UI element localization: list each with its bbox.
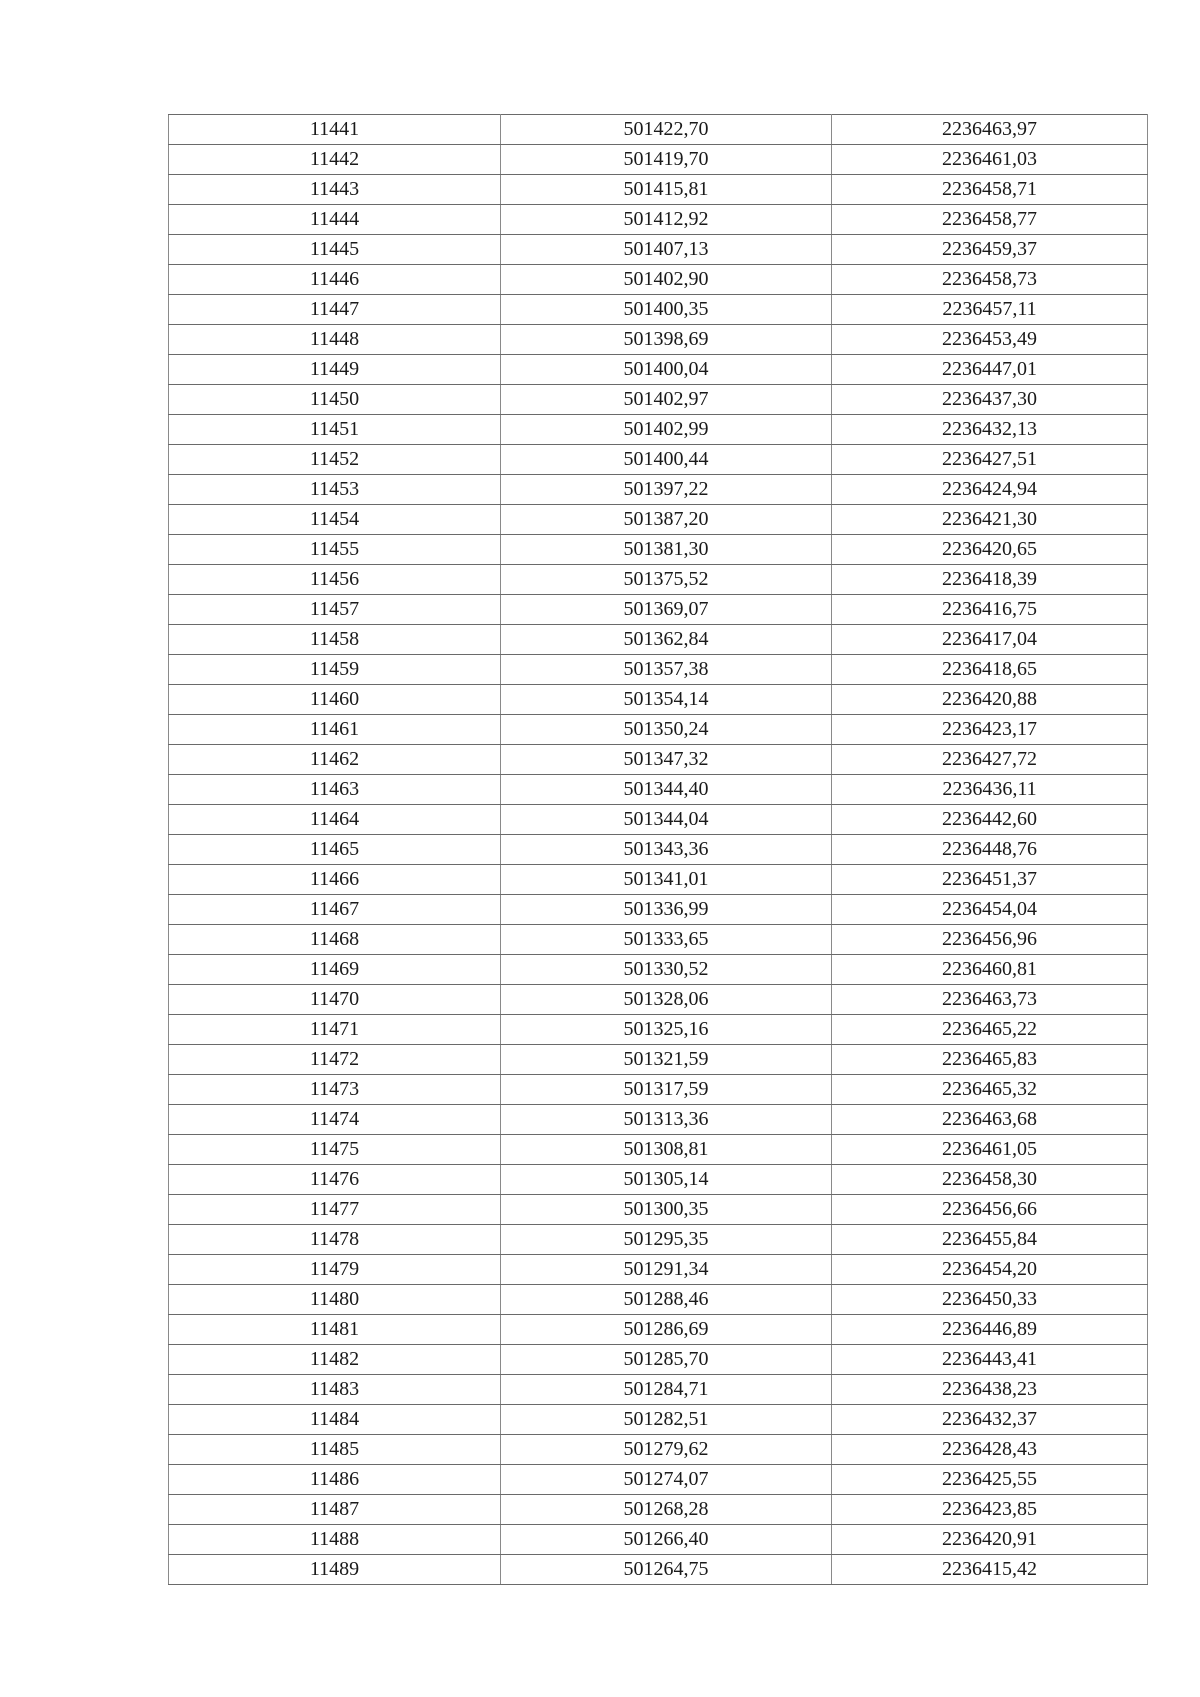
y-coordinate-cell: 2236420,88 <box>832 685 1148 715</box>
y-coordinate-cell: 2236456,96 <box>832 925 1148 955</box>
x-coordinate-cell: 501264,75 <box>501 1555 832 1585</box>
y-coordinate-cell: 2236415,42 <box>832 1555 1148 1585</box>
point-number-cell: 11461 <box>169 715 501 745</box>
point-number-cell: 11484 <box>169 1405 501 1435</box>
y-coordinate-cell: 2236418,39 <box>832 565 1148 595</box>
point-number-cell: 11464 <box>169 805 501 835</box>
table-row <box>169 145 1148 175</box>
table-row <box>169 685 1148 715</box>
point-number-cell: 11486 <box>169 1465 501 1495</box>
table-row <box>169 865 1148 895</box>
point-number-cell: 11467 <box>169 895 501 925</box>
table-row <box>169 475 1148 505</box>
table-row <box>169 925 1148 955</box>
x-coordinate-cell: 501400,44 <box>501 445 832 475</box>
point-number-cell: 11448 <box>169 325 501 355</box>
x-coordinate-cell: 501354,14 <box>501 685 832 715</box>
table-row <box>169 565 1148 595</box>
point-number-cell: 11487 <box>169 1495 501 1525</box>
y-coordinate-cell: 2236427,51 <box>832 445 1148 475</box>
x-coordinate-cell: 501402,90 <box>501 265 832 295</box>
table-row <box>169 205 1148 235</box>
y-coordinate-cell: 2236447,01 <box>832 355 1148 385</box>
table-row <box>169 355 1148 385</box>
y-coordinate-cell: 2236465,83 <box>832 1045 1148 1075</box>
point-number-cell: 11451 <box>169 415 501 445</box>
point-number-cell: 11485 <box>169 1435 501 1465</box>
point-number-cell: 11488 <box>169 1525 501 1555</box>
y-coordinate-cell: 2236448,76 <box>832 835 1148 865</box>
y-coordinate-cell: 2236463,73 <box>832 985 1148 1015</box>
y-coordinate-cell: 2236460,81 <box>832 955 1148 985</box>
point-number-cell: 11459 <box>169 655 501 685</box>
point-number-cell: 11443 <box>169 175 501 205</box>
point-number-cell: 11458 <box>169 625 501 655</box>
y-coordinate-cell: 2236465,32 <box>832 1075 1148 1105</box>
point-number-cell: 11455 <box>169 535 501 565</box>
x-coordinate-cell: 501321,59 <box>501 1045 832 1075</box>
x-coordinate-cell: 501266,40 <box>501 1525 832 1555</box>
y-coordinate-cell: 2236458,73 <box>832 265 1148 295</box>
table-row <box>169 985 1148 1015</box>
x-coordinate-cell: 501387,20 <box>501 505 832 535</box>
point-number-cell: 11479 <box>169 1255 501 1285</box>
point-number-cell: 11468 <box>169 925 501 955</box>
y-coordinate-cell: 2236417,04 <box>832 625 1148 655</box>
x-coordinate-cell: 501398,69 <box>501 325 832 355</box>
x-coordinate-cell: 501285,70 <box>501 1345 832 1375</box>
y-coordinate-cell: 2236446,89 <box>832 1315 1148 1345</box>
y-coordinate-cell: 2236455,84 <box>832 1225 1148 1255</box>
table-row <box>169 505 1148 535</box>
point-number-cell: 11482 <box>169 1345 501 1375</box>
x-coordinate-cell: 501284,71 <box>501 1375 832 1405</box>
x-coordinate-cell: 501375,52 <box>501 565 832 595</box>
point-number-cell: 11442 <box>169 145 501 175</box>
x-coordinate-cell: 501286,69 <box>501 1315 832 1345</box>
x-coordinate-cell: 501333,65 <box>501 925 832 955</box>
point-number-cell: 11441 <box>169 115 501 145</box>
table-row <box>169 1465 1148 1495</box>
x-coordinate-cell: 501300,35 <box>501 1195 832 1225</box>
point-number-cell: 11478 <box>169 1225 501 1255</box>
point-number-cell: 11463 <box>169 775 501 805</box>
x-coordinate-cell: 501350,24 <box>501 715 832 745</box>
table-row <box>169 175 1148 205</box>
y-coordinate-cell: 2236463,68 <box>832 1105 1148 1135</box>
x-coordinate-cell: 501325,16 <box>501 1015 832 1045</box>
y-coordinate-cell: 2236427,72 <box>832 745 1148 775</box>
x-coordinate-cell: 501313,36 <box>501 1105 832 1135</box>
x-coordinate-cell: 501402,99 <box>501 415 832 445</box>
y-coordinate-cell: 2236451,37 <box>832 865 1148 895</box>
table-row <box>169 1015 1148 1045</box>
table-row <box>169 1075 1148 1105</box>
x-coordinate-cell: 501336,99 <box>501 895 832 925</box>
y-coordinate-cell: 2236442,60 <box>832 805 1148 835</box>
table-row <box>169 1315 1148 1345</box>
x-coordinate-cell: 501343,36 <box>501 835 832 865</box>
table-row <box>169 115 1148 145</box>
y-coordinate-cell: 2236428,43 <box>832 1435 1148 1465</box>
y-coordinate-cell: 2236461,03 <box>832 145 1148 175</box>
point-number-cell: 11456 <box>169 565 501 595</box>
x-coordinate-cell: 501412,92 <box>501 205 832 235</box>
x-coordinate-cell: 501362,84 <box>501 625 832 655</box>
x-coordinate-cell: 501357,38 <box>501 655 832 685</box>
table-row <box>169 1285 1148 1315</box>
y-coordinate-cell: 2236418,65 <box>832 655 1148 685</box>
x-coordinate-cell: 501288,46 <box>501 1285 832 1315</box>
y-coordinate-cell: 2236461,05 <box>832 1135 1148 1165</box>
table-row <box>169 955 1148 985</box>
x-coordinate-cell: 501415,81 <box>501 175 832 205</box>
coordinates-table-body <box>169 115 1148 1585</box>
table-row <box>169 1105 1148 1135</box>
x-coordinate-cell: 501305,14 <box>501 1165 832 1195</box>
y-coordinate-cell: 2236458,77 <box>832 205 1148 235</box>
table-row <box>169 1045 1148 1075</box>
point-number-cell: 11447 <box>169 295 501 325</box>
point-number-cell: 11471 <box>169 1015 501 1045</box>
table-row <box>169 1255 1148 1285</box>
table-row <box>169 595 1148 625</box>
x-coordinate-cell: 501291,34 <box>501 1255 832 1285</box>
table-row <box>169 655 1148 685</box>
y-coordinate-cell: 2236454,20 <box>832 1255 1148 1285</box>
x-coordinate-cell: 501400,04 <box>501 355 832 385</box>
x-coordinate-cell: 501330,52 <box>501 955 832 985</box>
x-coordinate-cell: 501347,32 <box>501 745 832 775</box>
x-coordinate-cell: 501369,07 <box>501 595 832 625</box>
table-row <box>169 1165 1148 1195</box>
y-coordinate-cell: 2236459,37 <box>832 235 1148 265</box>
table-row <box>169 1225 1148 1255</box>
x-coordinate-cell: 501317,59 <box>501 1075 832 1105</box>
x-coordinate-cell: 501381,30 <box>501 535 832 565</box>
x-coordinate-cell: 501422,70 <box>501 115 832 145</box>
point-number-cell: 11466 <box>169 865 501 895</box>
x-coordinate-cell: 501308,81 <box>501 1135 832 1165</box>
table-row <box>169 1135 1148 1165</box>
y-coordinate-cell: 2236432,37 <box>832 1405 1148 1435</box>
table-row <box>169 1405 1148 1435</box>
y-coordinate-cell: 2236420,65 <box>832 535 1148 565</box>
point-number-cell: 11444 <box>169 205 501 235</box>
x-coordinate-cell: 501397,22 <box>501 475 832 505</box>
table-row <box>169 1495 1148 1525</box>
table-row <box>169 235 1148 265</box>
point-number-cell: 11460 <box>169 685 501 715</box>
y-coordinate-cell: 2236457,11 <box>832 295 1148 325</box>
point-number-cell: 11483 <box>169 1375 501 1405</box>
x-coordinate-cell: 501328,06 <box>501 985 832 1015</box>
x-coordinate-cell: 501419,70 <box>501 145 832 175</box>
point-number-cell: 11462 <box>169 745 501 775</box>
point-number-cell: 11473 <box>169 1075 501 1105</box>
x-coordinate-cell: 501282,51 <box>501 1405 832 1435</box>
point-number-cell: 11472 <box>169 1045 501 1075</box>
table-row <box>169 385 1148 415</box>
table-row <box>169 1375 1148 1405</box>
table-row <box>169 265 1148 295</box>
point-number-cell: 11480 <box>169 1285 501 1315</box>
y-coordinate-cell: 2236458,71 <box>832 175 1148 205</box>
y-coordinate-cell: 2236454,04 <box>832 895 1148 925</box>
table-row <box>169 895 1148 925</box>
table-row <box>169 295 1148 325</box>
y-coordinate-cell: 2236424,94 <box>832 475 1148 505</box>
x-coordinate-cell: 501344,04 <box>501 805 832 835</box>
x-coordinate-cell: 501295,35 <box>501 1225 832 1255</box>
x-coordinate-cell: 501344,40 <box>501 775 832 805</box>
point-number-cell: 11465 <box>169 835 501 865</box>
y-coordinate-cell: 2236423,17 <box>832 715 1148 745</box>
table-row <box>169 1195 1148 1225</box>
table-row <box>169 1555 1148 1585</box>
y-coordinate-cell: 2236458,30 <box>832 1165 1148 1195</box>
coordinates-table <box>168 114 1148 1585</box>
point-number-cell: 11446 <box>169 265 501 295</box>
point-number-cell: 11450 <box>169 385 501 415</box>
y-coordinate-cell: 2236432,13 <box>832 415 1148 445</box>
y-coordinate-cell: 2236421,30 <box>832 505 1148 535</box>
table-row <box>169 325 1148 355</box>
y-coordinate-cell: 2236438,23 <box>832 1375 1148 1405</box>
x-coordinate-cell: 501400,35 <box>501 295 832 325</box>
table-row <box>169 1435 1148 1465</box>
y-coordinate-cell: 2236463,97 <box>832 115 1148 145</box>
point-number-cell: 11453 <box>169 475 501 505</box>
y-coordinate-cell: 2236456,66 <box>832 1195 1148 1225</box>
x-coordinate-cell: 501402,97 <box>501 385 832 415</box>
y-coordinate-cell: 2236425,55 <box>832 1465 1148 1495</box>
table-row <box>169 1345 1148 1375</box>
point-number-cell: 11449 <box>169 355 501 385</box>
x-coordinate-cell: 501341,01 <box>501 865 832 895</box>
point-number-cell: 11476 <box>169 1165 501 1195</box>
point-number-cell: 11474 <box>169 1105 501 1135</box>
point-number-cell: 11445 <box>169 235 501 265</box>
table-row <box>169 1525 1148 1555</box>
table-row <box>169 415 1148 445</box>
x-coordinate-cell: 501407,13 <box>501 235 832 265</box>
y-coordinate-cell: 2236443,41 <box>832 1345 1148 1375</box>
table-row <box>169 835 1148 865</box>
x-coordinate-cell: 501274,07 <box>501 1465 832 1495</box>
y-coordinate-cell: 2236420,91 <box>832 1525 1148 1555</box>
table-row <box>169 625 1148 655</box>
y-coordinate-cell: 2236453,49 <box>832 325 1148 355</box>
table-row <box>169 715 1148 745</box>
point-number-cell: 11457 <box>169 595 501 625</box>
point-number-cell: 11489 <box>169 1555 501 1585</box>
y-coordinate-cell: 2236450,33 <box>832 1285 1148 1315</box>
table-row <box>169 775 1148 805</box>
point-number-cell: 11470 <box>169 985 501 1015</box>
point-number-cell: 11475 <box>169 1135 501 1165</box>
y-coordinate-cell: 2236437,30 <box>832 385 1148 415</box>
y-coordinate-cell: 2236436,11 <box>832 775 1148 805</box>
table-row <box>169 535 1148 565</box>
table-row <box>169 445 1148 475</box>
y-coordinate-cell: 2236423,85 <box>832 1495 1148 1525</box>
point-number-cell: 11477 <box>169 1195 501 1225</box>
point-number-cell: 11452 <box>169 445 501 475</box>
point-number-cell: 11469 <box>169 955 501 985</box>
y-coordinate-cell: 2236416,75 <box>832 595 1148 625</box>
y-coordinate-cell: 2236465,22 <box>832 1015 1148 1045</box>
x-coordinate-cell: 501279,62 <box>501 1435 832 1465</box>
point-number-cell: 11454 <box>169 505 501 535</box>
table-row <box>169 745 1148 775</box>
table-row <box>169 805 1148 835</box>
x-coordinate-cell: 501268,28 <box>501 1495 832 1525</box>
point-number-cell: 11481 <box>169 1315 501 1345</box>
